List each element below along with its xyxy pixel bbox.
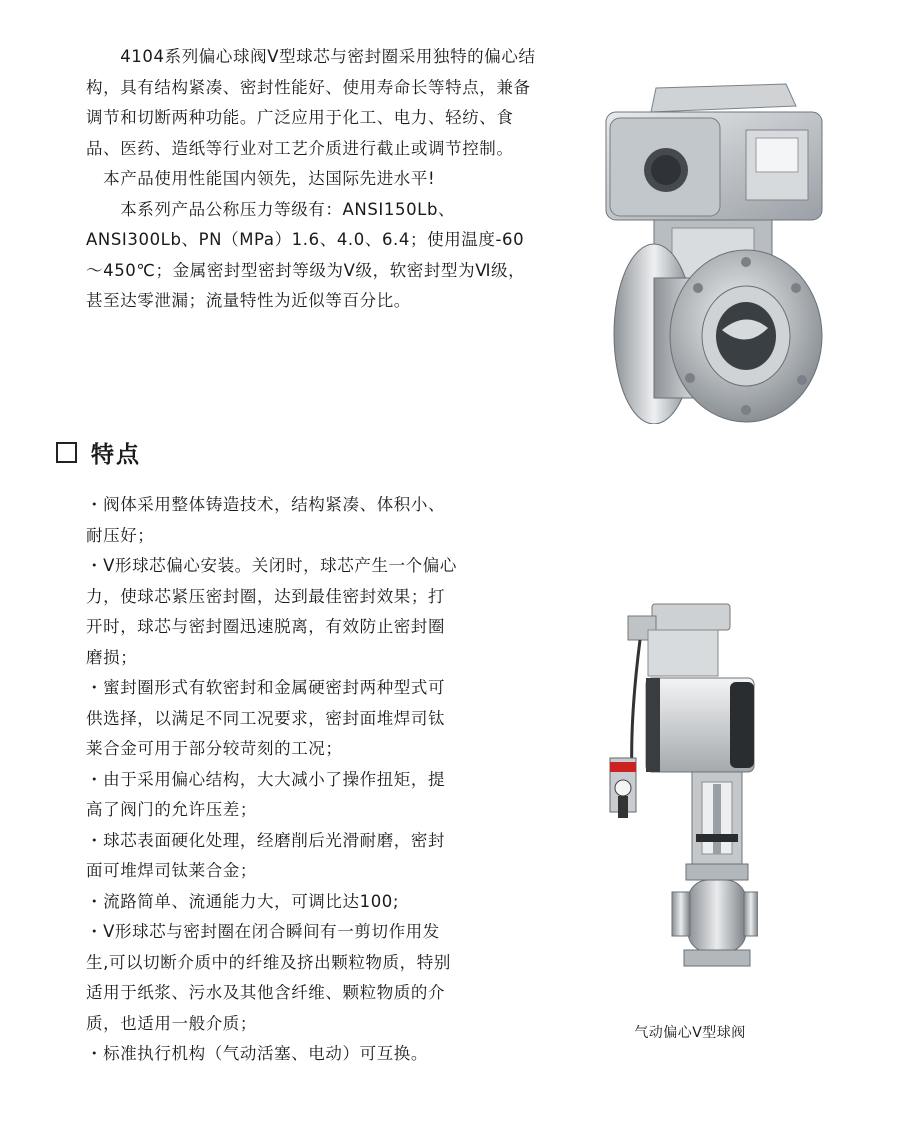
feature-item: ・V形球芯偏心安装。关闭时，球芯产生一个偏心力，使球芯紧压密封圈，达到最佳密封效果；打开时，球芯与密封圈迅速脱离，有效防止密封圈磨损； [86,556,457,667]
pneumatic-valve-photo [600,598,758,982]
feature-item: ・标准执行机构（气动活塞、电动）可互换。 [86,1044,428,1063]
feature-item: ・球芯表面硬化处理，经磨削后光滑耐磨，密封面可堆焊司钛莱合金； [86,830,446,880]
intro-text [86,42,536,317]
feature-item: ・流路简单、流通能力大，可调比达100; [86,891,400,911]
feature-item: ・蜜封圈形式有软密封和金属硬密封两种型式可供选择，以满足不同工况要求，密封面堆焊司钛莱合金可用于部分较苛刻的工况； [86,678,446,758]
feature-list [86,490,458,1070]
intro-paragraph: 本系列产品公称压力等级有：ANSI150Lb、ANSI300Lb、PN（MPa）1.6、4.0、6.4；使用温度-60～450℃；金属密封型密封等级为Ⅴ级，软密封型为Ⅵ级，甚至达零泄漏；流量特性为近似等百分比。 [86,199,526,310]
image-caption: 气动偏心V型球阀 [634,1025,746,1041]
electric-valve-photo [596,78,828,424]
feature-item: ・阀体采用整体铸造技术，结构紧凑、体积小、耐压好； [86,495,446,545]
feature-item: ・由于采用偏心结构，大大减小了操作扭矩，提高了阀门的允许压差； [86,769,446,819]
feature-item: ・V形球芯与密封圈在闭合瞬间有一剪切作用发生,可以切断介质中的纤维及挤出颗粒物质，特别适用于纸浆、污水及其他含纤维、颗粒物质的介质，也适用一般介质； [86,922,451,1033]
square-bullet-icon [56,442,77,463]
intro-paragraph: 4104系列偏心球阀V型球芯与密封圈采用独特的偏心结构，具有结构紧凑、密封性能好、使用寿命长等特点，兼备调节和切断两种功能。广泛应用于化工、电力、轻纺、食品、医药、造纸等行业对工艺介质进行截止或调节控制。 [86,47,536,158]
section-title: 特点 [91,442,141,468]
section-heading [56,436,141,469]
intro-paragraph: 本产品使用性能国内领先，达国际先进水平! [86,169,436,188]
